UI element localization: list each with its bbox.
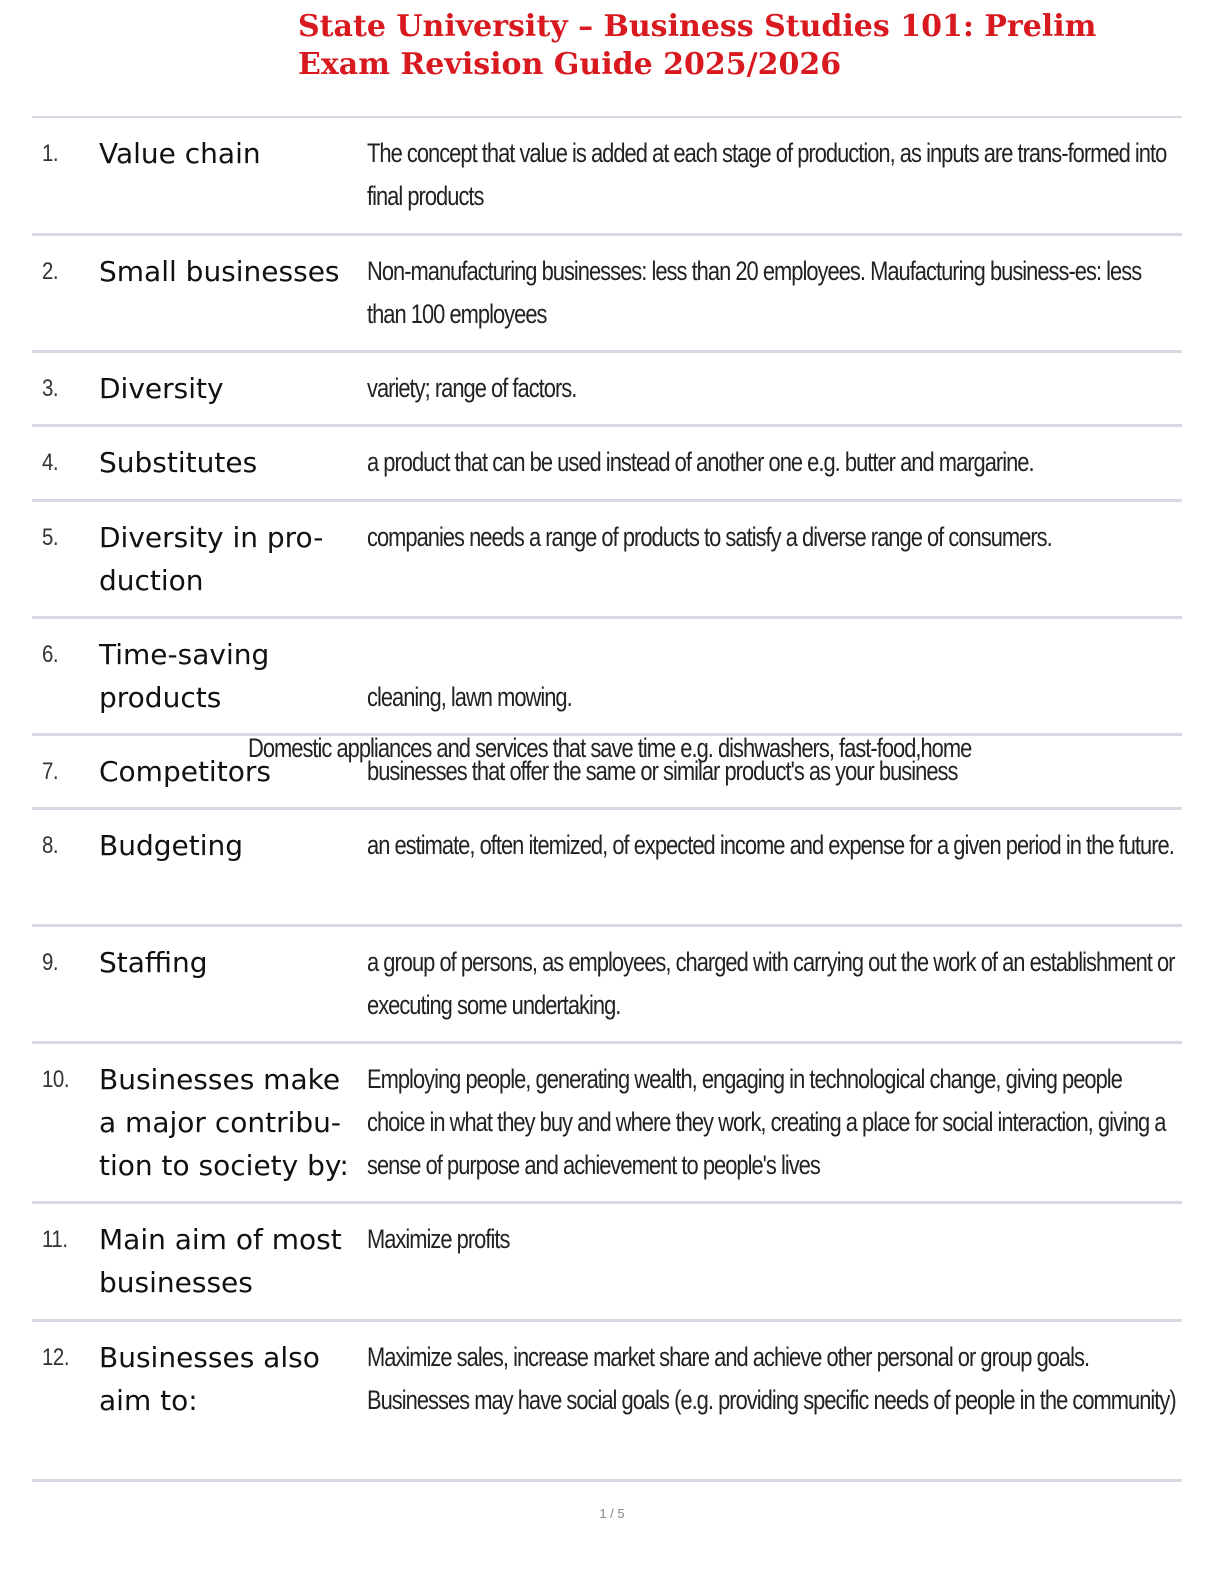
row-term: Budgeting <box>99 829 244 862</box>
row-term: Staffing <box>99 946 208 979</box>
row-number: 4. <box>42 449 59 476</box>
row-definition: Maximize sales, increase market share and achieve other personal or group goals. Businesses may have social goals (e.g. providing specific needs of people in the community) <box>367 1342 1176 1415</box>
row-definition: Non-manufacturing businesses: less than 20 employees. Maufacturing business-es: less than 100 employees <box>367 256 1142 329</box>
table-row <box>32 427 1182 502</box>
row-term: Businesses make a major contribu-tion to society by: <box>99 1063 349 1182</box>
table-row <box>32 353 1182 427</box>
row-term: Competitors <box>99 755 271 788</box>
row-number: 6. <box>42 641 59 668</box>
row-number: 3. <box>42 375 59 402</box>
row-definition: businesses that offer the same or similar product's as your business <box>367 756 958 786</box>
row-term: Main aim of most businesses <box>99 1223 342 1299</box>
row-term: Small businesses <box>99 255 340 288</box>
row-number: 11. <box>42 1226 68 1253</box>
table-row <box>32 1322 1182 1482</box>
row-term: Diversity in pro-duction <box>99 521 324 597</box>
table-row <box>32 236 1182 353</box>
row-term: Substitutes <box>99 446 258 479</box>
row-term: Diversity <box>99 372 224 405</box>
row-definition: variety; range of factors. <box>367 373 577 403</box>
row-number: 2. <box>42 258 59 285</box>
row-definition: Maximize profits <box>367 1224 510 1254</box>
row-number: 5. <box>42 524 59 551</box>
table-row <box>32 502 1182 619</box>
row-definition: a group of persons, as employees, charged with carrying out the work of an establishment or executing some undertaking. <box>367 947 1175 1020</box>
row-number: 9. <box>42 949 59 976</box>
glossary-table <box>32 116 1182 1482</box>
row-number: 1. <box>42 140 59 167</box>
table-row <box>32 810 1182 927</box>
page-number: 1 / 5 <box>599 1506 625 1521</box>
overlapping-text: Domestic appliances and services that save time e.g. dishwashers, fast-food,home <box>248 733 972 763</box>
row-definition: an estimate, often itemized, of expected income and expense for a given period in the future. <box>367 830 1174 860</box>
table-row <box>32 927 1182 1044</box>
row-definition: cleaning, lawn mowing. <box>367 682 572 712</box>
row-number: 12. <box>42 1344 70 1371</box>
table-row <box>32 1044 1182 1204</box>
table-row <box>32 1204 1182 1322</box>
row-number: 7. <box>42 758 59 785</box>
row-definition: companies needs a range of products to satisfy a diverse range of consumers. <box>367 522 1052 552</box>
row-term: Businesses also aim to: <box>99 1341 320 1417</box>
row-number: 8. <box>42 832 59 859</box>
table-row <box>32 118 1182 236</box>
row-definition: a product that can be used instead of another one e.g. butter and margarine. <box>367 447 1034 477</box>
row-definition: Employing people, generating wealth, engaging in technological change, giving people choice in what they buy and where they work, creating a place for social interaction, giving a sense of purpose and achievement to people's lives <box>367 1064 1166 1180</box>
row-definition: The concept that value is added at each stage of production, as inputs are trans-formed into final products <box>367 138 1167 211</box>
row-number: 10. <box>42 1066 70 1093</box>
table-row <box>32 619 1182 736</box>
page-title: State University – Business Studies 101: Prelim Exam Revision Guide 2025/2026 <box>298 9 1097 82</box>
row-term: Value chain <box>99 137 261 170</box>
row-term: Time-saving products <box>99 638 270 714</box>
